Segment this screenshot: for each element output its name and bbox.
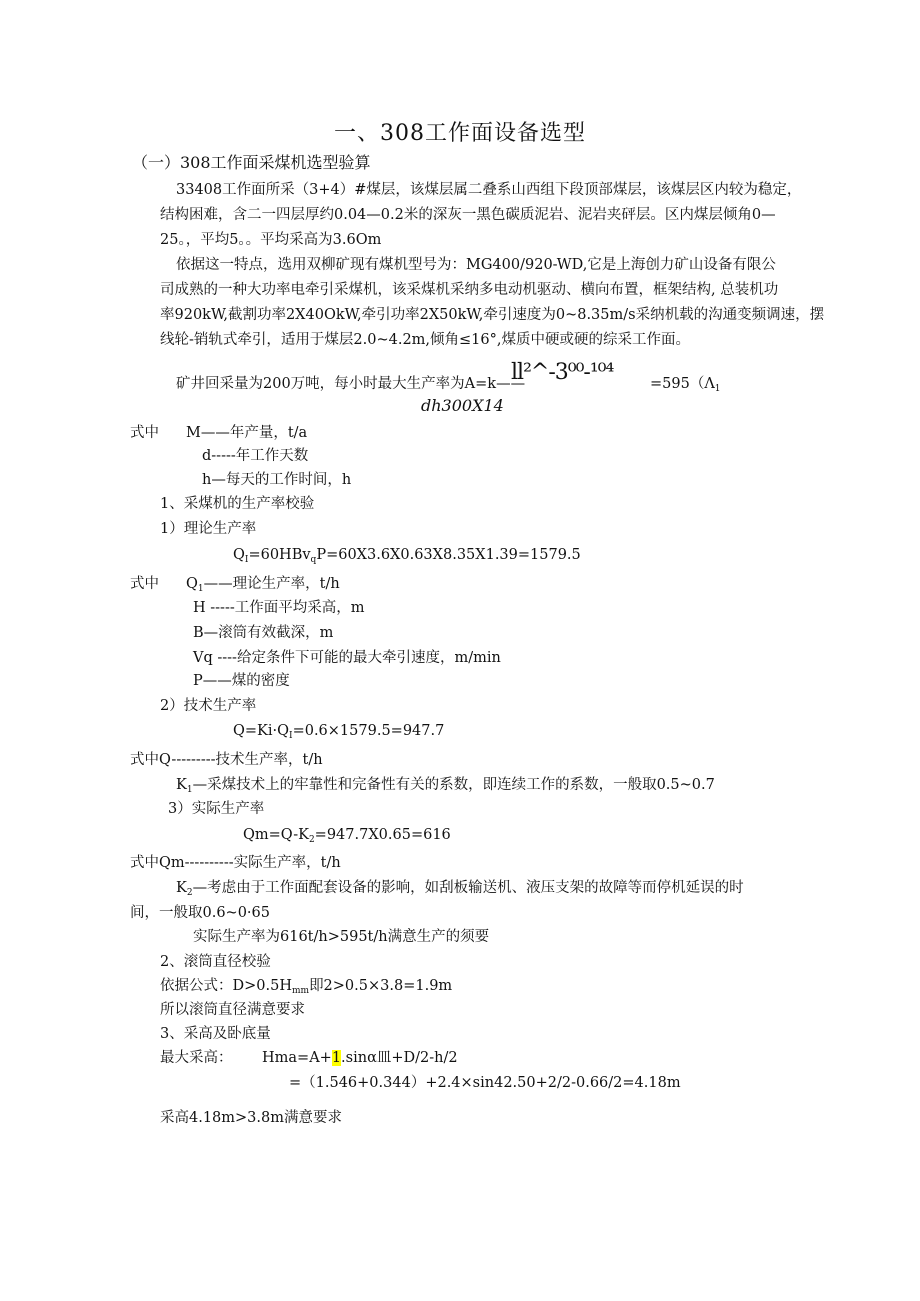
highlighted-text: 1 — [331, 1050, 342, 1066]
paragraph-line: 率920kW,截割功率2X40OkW,牵引功率2X50kW,牵引速度为0~8.35m/s采纳机载的沟通变频调速，摆 — [160, 307, 825, 323]
def-line: Vq ----给定条件下可能的最大牵引速度，m/min — [193, 650, 501, 666]
page-title: 一、308工作面设备选型 — [334, 121, 586, 146]
def-line: P——煤的密度 — [193, 673, 290, 689]
paragraph-line: 依据这一特点，选用双柳矿现有煤机型号为：MG400/920-WD,它是上海创力矿山设备有限公 — [176, 257, 776, 273]
def-line: 式中Q---------技术生产率，t/h — [130, 752, 323, 768]
max-height-calculation: =（1.546+0.344）+2.4×sin42.50+2/2-0.66/2=4.18m — [289, 1075, 681, 1091]
paragraph-line: 结构困难，含二一四层厚约0.04—0.2米的深灰一黑色碳质泥岩、泥岩夹砰层。区内煤层倾角0— — [160, 207, 776, 223]
formula-a-tail: $=595(\Lambda_1$ — [650, 376, 721, 394]
def-line: $K_2—$考虑由于工作面配套设备的影响，如刮板输送机、液压支架的故障等而停机延误的时 — [176, 880, 744, 898]
paragraph-line: 33408工作面所采（3+4）#煤层，该煤层属二叠系山西组下段顶部煤层，该煤层区内较为稳定， — [176, 182, 802, 198]
def-line: h—每天的工作时间，h — [202, 472, 352, 488]
item-heading: 3、采高及卧底量 — [160, 1026, 271, 1042]
defs-prefix: 式中 — [130, 576, 159, 592]
def-line: d-----年工作天数 — [202, 448, 309, 464]
section-heading: （一）308工作面采煤机选型验算 — [132, 153, 371, 172]
conclusion: 采高4.18m>3.8m满意要求 — [160, 1110, 342, 1126]
item-heading: 1、采煤机的生产率校验 — [160, 496, 315, 512]
def-line: B—滚筒有效截深，m — [193, 625, 334, 641]
max-height-label: 最大采高： — [160, 1050, 233, 1066]
formula-a-numerator: ll²^-3⁰⁰-¹⁰⁴ — [511, 360, 614, 385]
equation-technical: $Q=Ki\cdot Q_I=0.6\times 1579.5=947.7$ — [233, 723, 445, 741]
def-line: M——年产量，t/a — [186, 425, 308, 441]
formula-a-denominator: dh300X14 — [421, 396, 504, 415]
def-line: $K_1—$采煤技术上的牢靠性和完备性有关的系数，即连续工作的系数，一般取0.5~0.7 — [176, 777, 715, 795]
formula-a-lead: 矿井回采量为200万吨，每小时最大生产率为A=k—— — [176, 376, 526, 392]
paragraph-line: 线轮-销轨式牵引，适用于煤层2.0~4.2m,倾角≤16°,煤质中硬或硬的综采工作面。 — [160, 332, 690, 348]
def-line: H -----工作面平均采高，m — [193, 600, 365, 616]
item-heading: 2、滚筒直径校验 — [160, 954, 271, 970]
equation-theoretical: $Q_I=60HBv_qP=60X3.6X0.63X8.35X1.39=1579.5$ — [233, 547, 581, 565]
def-line: $Q_1——$理论生产率，t/h — [186, 576, 340, 594]
equation-actual: $Qm=Q-K_2=947.7X0.65=616$ — [243, 827, 451, 845]
sub-item-heading: 1）理论生产率 — [160, 521, 257, 537]
def-line: 间，一般取0.6~0·65 — [130, 905, 270, 921]
paragraph-line: 司成熟的一种大功率电牵引采煤机，该采煤机采纳多电动机驱动、横向布置，框架结构, 总装机功 — [160, 282, 779, 298]
formula-line: 依据公式：$D>0.5H_{mm}$即2>0.5×3.8=1.9m — [160, 978, 453, 996]
def-line: 式中Qm----------实际生产率，t/h — [130, 855, 341, 871]
max-height-formula: Hma=A+1.sinα皿+D/2-h/2 — [262, 1050, 458, 1066]
sub-item-heading: 2）技术生产率 — [160, 698, 257, 714]
conclusion: 实际生产率为616t/h>595t/h满意生产的须要 — [193, 929, 490, 945]
defs-prefix: 式中 — [130, 425, 159, 441]
conclusion: 所以滚筒直径满意要求 — [160, 1002, 305, 1018]
paragraph-line: 25。，平均5。。平均采高为3.6Om — [160, 232, 382, 248]
sub-item-heading: 3）实际生产率 — [168, 801, 265, 817]
